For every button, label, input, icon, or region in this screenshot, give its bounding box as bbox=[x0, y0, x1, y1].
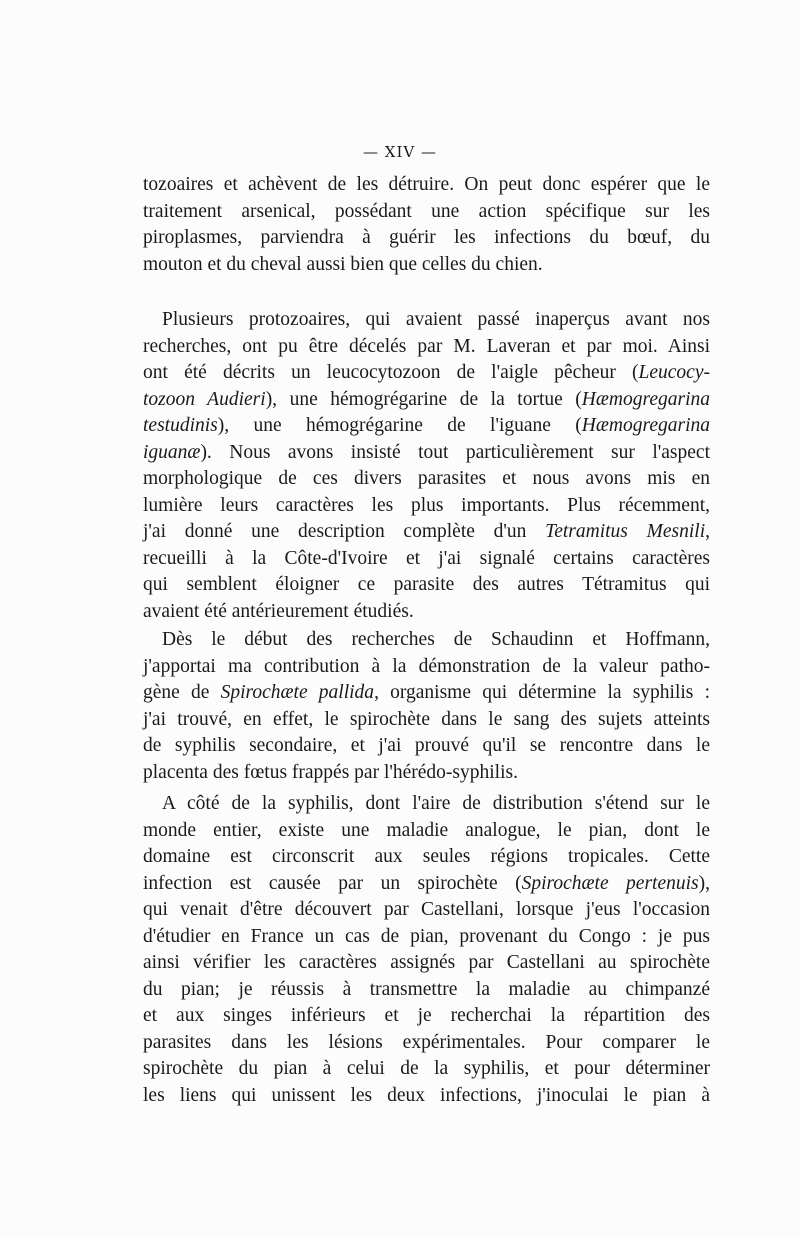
text-span: A côté de la syphilis, dont l'aire de distribution s'étend sur le bbox=[162, 793, 710, 814]
text-span: ). Nous avons insisté tout particulièrement sur l'aspect bbox=[200, 441, 710, 463]
text-span: d'étudier en France un cas de pian, provenant du Congo : je pus bbox=[143, 925, 710, 947]
text-line bbox=[143, 336, 710, 358]
text-span: ont été décrits un leucocytozoon de l'aigle pêcheur ( bbox=[143, 362, 639, 383]
text-line bbox=[143, 521, 710, 543]
text-line bbox=[143, 656, 710, 678]
text-line bbox=[143, 873, 710, 895]
text-line bbox=[143, 362, 710, 384]
text-line bbox=[143, 389, 710, 411]
italic-species-name: iguanæ bbox=[143, 441, 201, 463]
text-line bbox=[143, 1058, 710, 1080]
text-span: , bbox=[705, 521, 710, 542]
italic-species-name: Spirochæte pertenuis bbox=[521, 872, 699, 894]
text-span: recherches, ont pu être décelés par M. Laveran et par moi. Ainsi bbox=[143, 335, 710, 357]
text-line bbox=[143, 415, 710, 437]
text-line bbox=[143, 1005, 710, 1027]
italic-species-name: Spirochæte pallida bbox=[220, 682, 375, 703]
italic-species-name: Hæmogregarina bbox=[581, 415, 710, 436]
text-line bbox=[143, 926, 710, 948]
text-line bbox=[143, 442, 710, 464]
text-line bbox=[143, 952, 710, 974]
text-span: qui semblent éloigner ce parasite des autres Tétramitus qui bbox=[143, 574, 710, 595]
text-line bbox=[143, 574, 710, 596]
text-span: qui venait d'être découvert par Castellani, lorsque j'eus l'occasion bbox=[143, 899, 710, 920]
text-span: domaine est circonscrit aux seules régions tropicales. Cette bbox=[143, 846, 710, 867]
text-line bbox=[143, 601, 710, 623]
text-line bbox=[143, 548, 710, 570]
text-span: avaient été antérieurement étudiés. bbox=[143, 600, 414, 622]
text-line bbox=[143, 846, 710, 868]
text-line bbox=[143, 899, 710, 921]
text-span: Dès le début des recherches de Schaudinn et Hoffmann, bbox=[162, 629, 710, 650]
text-span: de syphilis secondaire, et j'ai prouvé qu'il se rencontre dans le bbox=[143, 735, 710, 756]
text-span: ), une hémogrégarine de la tortue ( bbox=[265, 388, 582, 410]
text-line bbox=[143, 201, 710, 223]
text-line bbox=[143, 820, 710, 842]
text-line bbox=[162, 629, 710, 651]
text-line bbox=[143, 682, 710, 704]
text-line bbox=[143, 735, 710, 757]
text-line bbox=[143, 1032, 710, 1054]
text-span: tozoaires et achèvent de les détruire. On peut donc espérer que le bbox=[143, 174, 710, 195]
italic-species-name: Hæmogregarina bbox=[581, 388, 710, 410]
italic-species-name: testudinis bbox=[143, 415, 218, 436]
italic-species-name: tozoon Audieri bbox=[143, 388, 266, 410]
text-line bbox=[143, 762, 710, 784]
text-span: monde entier, existe une maladie analogue, le pian, dont le bbox=[143, 819, 710, 841]
text-line bbox=[143, 468, 710, 490]
text-line bbox=[143, 709, 710, 731]
text-line bbox=[162, 793, 710, 815]
italic-species-name: Leucocy- bbox=[638, 362, 710, 383]
text-span: mouton et du cheval aussi bien que celles du chien. bbox=[143, 253, 543, 275]
text-span: spirochète du pian à celui de la syphilis, et pour déterminer bbox=[143, 1058, 710, 1079]
text-line bbox=[143, 979, 710, 1001]
text-span: ), une hémogrégarine de l'iguane ( bbox=[217, 415, 582, 436]
text-span: les liens qui unissent les deux infections, j'inoculai le pian à bbox=[143, 1084, 710, 1106]
text-line bbox=[143, 174, 710, 196]
text-span: parasites dans les lésions expérimentales. Pour comparer le bbox=[143, 1031, 710, 1053]
text-span: du pian; je réussis à transmettre la maladie au chimpanzé bbox=[143, 978, 710, 1000]
text-line bbox=[143, 227, 710, 249]
text-span: lumière leurs caractères les plus importants. Plus récemment, bbox=[143, 494, 710, 516]
text-line bbox=[143, 1085, 710, 1107]
text-line bbox=[143, 495, 710, 517]
text-span: Plusieurs protozoaires, qui avaient passé inaperçus avant nos bbox=[162, 309, 710, 330]
text-span: placenta des fœtus frappés par l'hérédo-syphilis. bbox=[143, 761, 518, 783]
text-span: traitement arsenical, possédant une action spécifique sur les bbox=[143, 200, 710, 222]
page-number-header: — XIV — bbox=[363, 143, 437, 161]
text-span: ainsi vérifier les caractères assignés par Castellani au spirochète bbox=[143, 952, 710, 973]
text-line bbox=[162, 309, 710, 331]
text-span: j'apportai ma contribution à la démonstration de la valeur patho- bbox=[143, 655, 710, 677]
text-span: , organisme qui détermine la syphilis : bbox=[374, 682, 710, 703]
text-span: j'ai trouvé, en effet, le spirochète dans le sang des sujets atteints bbox=[143, 708, 710, 730]
text-span: piroplasmes, parviendra à guérir les infections du bœuf, du bbox=[143, 227, 710, 248]
text-span: et aux singes inférieurs et je recherchai la répartition des bbox=[143, 1005, 710, 1026]
italic-species-name: Tetramitus Mesnili bbox=[545, 521, 706, 542]
text-span: gène de bbox=[143, 682, 221, 703]
text-span: j'ai donné une description complète d'un bbox=[143, 521, 546, 542]
text-span: infection est causée par un spirochète ( bbox=[143, 872, 522, 894]
text-line bbox=[143, 254, 710, 276]
text-span: morphologique de ces divers parasites et nous avons mis en bbox=[143, 468, 710, 489]
text-span: ), bbox=[698, 872, 710, 894]
text-span: recueilli à la Côte-d'Ivoire et j'ai signalé certains caractères bbox=[143, 547, 710, 569]
